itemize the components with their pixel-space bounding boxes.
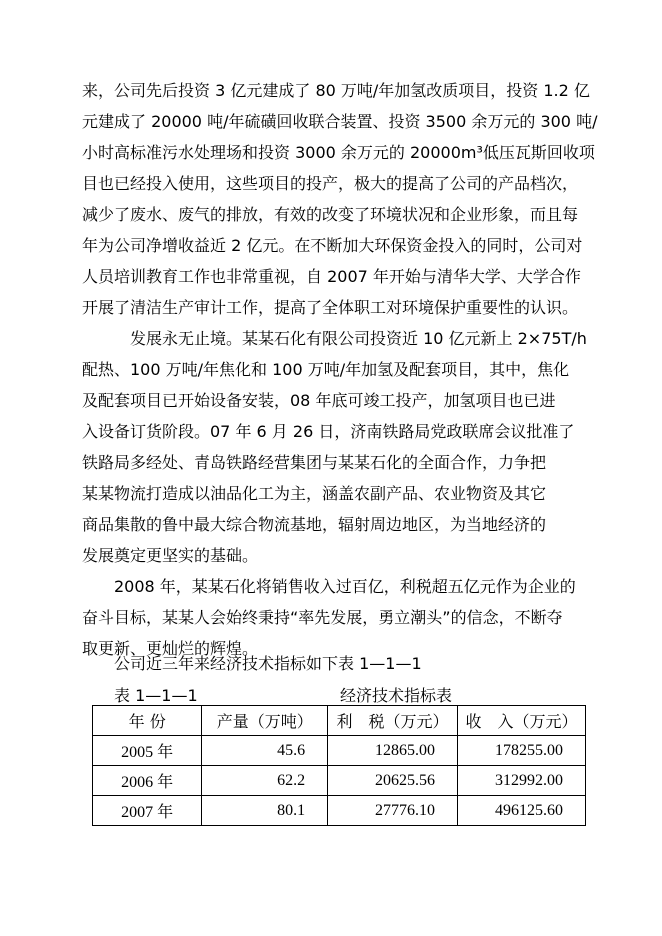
paragraph-3-line-3: 取更新、更灿烂的辉煌。 [82, 639, 259, 658]
cell-year: 2007 年 [93, 796, 202, 826]
table-label: 表 1—1—1 [114, 686, 198, 705]
cell-revenue: 178255.00 [458, 736, 586, 766]
cell-output: 80.1 [202, 796, 328, 826]
paragraph-2-line-6: 某某物流打造成以油品化工为主，涵盖农副产品、农业物资及其它 [82, 484, 547, 503]
cell-profit-tax: 12865.00 [328, 736, 458, 766]
cell-revenue: 496125.60 [458, 796, 586, 826]
paragraph-3-line-1: 2008 年，某某石化将销售收入过百亿，利税超五亿元作为企业的 [114, 577, 576, 596]
paragraph-1-line-2: 元建成了 20000 吨/年硫磺回收联合装置、投资 3500 余万元的 300 吨/ [82, 112, 598, 131]
paragraph-2-line-3: 及配套项目已开始设备安装，08 年底可竣工投产，加氢项目也已进 [82, 391, 556, 410]
paragraph-3-line-2: 奋斗目标，某某人会始终秉持“率先发展，勇立潮头”的信念，不断夺 [82, 608, 563, 627]
paragraph-1-line-3: 小时高标准污水处理场和投资 3000 余万元的 20000m³低压瓦斯回收项 [82, 143, 595, 162]
cell-year: 2006 年 [93, 766, 202, 796]
paragraph-1-line-1: 来，公司先后投资 3 亿元建成了 80 万吨/年加氢改质项目，投资 1.2 亿 [82, 81, 590, 100]
paragraph-2-line-2: 配热、100 万吨/年焦化和 100 万吨/年加氢及配套项目，其中，焦化 [82, 360, 570, 379]
cell-profit-tax: 20625.56 [328, 766, 458, 796]
cell-year: 2005 年 [93, 736, 202, 766]
table-header-row [93, 706, 586, 736]
table-intro-line: 公司近三年来经济技术指标如下表 1—1—1 [114, 654, 422, 673]
header-year: 年 份 [93, 706, 202, 736]
cell-profit-tax: 27776.10 [328, 796, 458, 826]
header-revenue: 收 入（万元） [458, 706, 586, 736]
table-row [93, 766, 586, 796]
paragraph-1-line-4: 目也已经投入使用，这些项目的投产，极大的提高了公司的产品档次， [82, 174, 579, 193]
table-row [93, 736, 586, 766]
cell-revenue: 312992.00 [458, 766, 586, 796]
header-profit-tax: 利 税（万元） [328, 706, 458, 736]
paragraph-1-line-8: 开展了清洁生产审计工作，提高了全体职工对环境保护重要性的认识。 [82, 298, 579, 317]
economic-indicators-table [92, 705, 586, 826]
paragraph-2-line-8: 发展奠定更坚实的基础。 [82, 546, 259, 565]
cell-output: 62.2 [202, 766, 328, 796]
paragraph-2-line-5: 铁路局多经处、青岛铁路经营集团与某某石化的全面合作，力争把 [82, 453, 547, 472]
table-title: 经济技术指标表 [340, 686, 453, 705]
cell-output: 45.6 [202, 736, 328, 766]
table-row [93, 796, 586, 826]
paragraph-2-line-7: 商品集散的鲁中最大综合物流基地，辐射周边地区，为当地经济的 [82, 515, 547, 534]
paragraph-1-line-7: 人员培训教育工作也非常重视，自 2007 年开始与清华大学、大学合作 [82, 267, 581, 286]
paragraph-2-line-1: 发展永无止境。某某石化有限公司投资近 10 亿元新上 2×75T/h [130, 329, 587, 348]
header-output: 产量（万吨） [202, 706, 328, 736]
paragraph-1-line-6: 年为公司净增收益近 2 亿元。在不断加大环保资金投入的同时，公司对 [82, 236, 583, 255]
paragraph-1-line-5: 减少了废水、废气的排放，有效的改变了环境状况和企业形象，而且每 [82, 205, 579, 224]
paragraph-2-line-4: 入设备订货阶段。07 年 6 月 26 日，济南铁路局党政联席会议批准了 [82, 422, 575, 441]
